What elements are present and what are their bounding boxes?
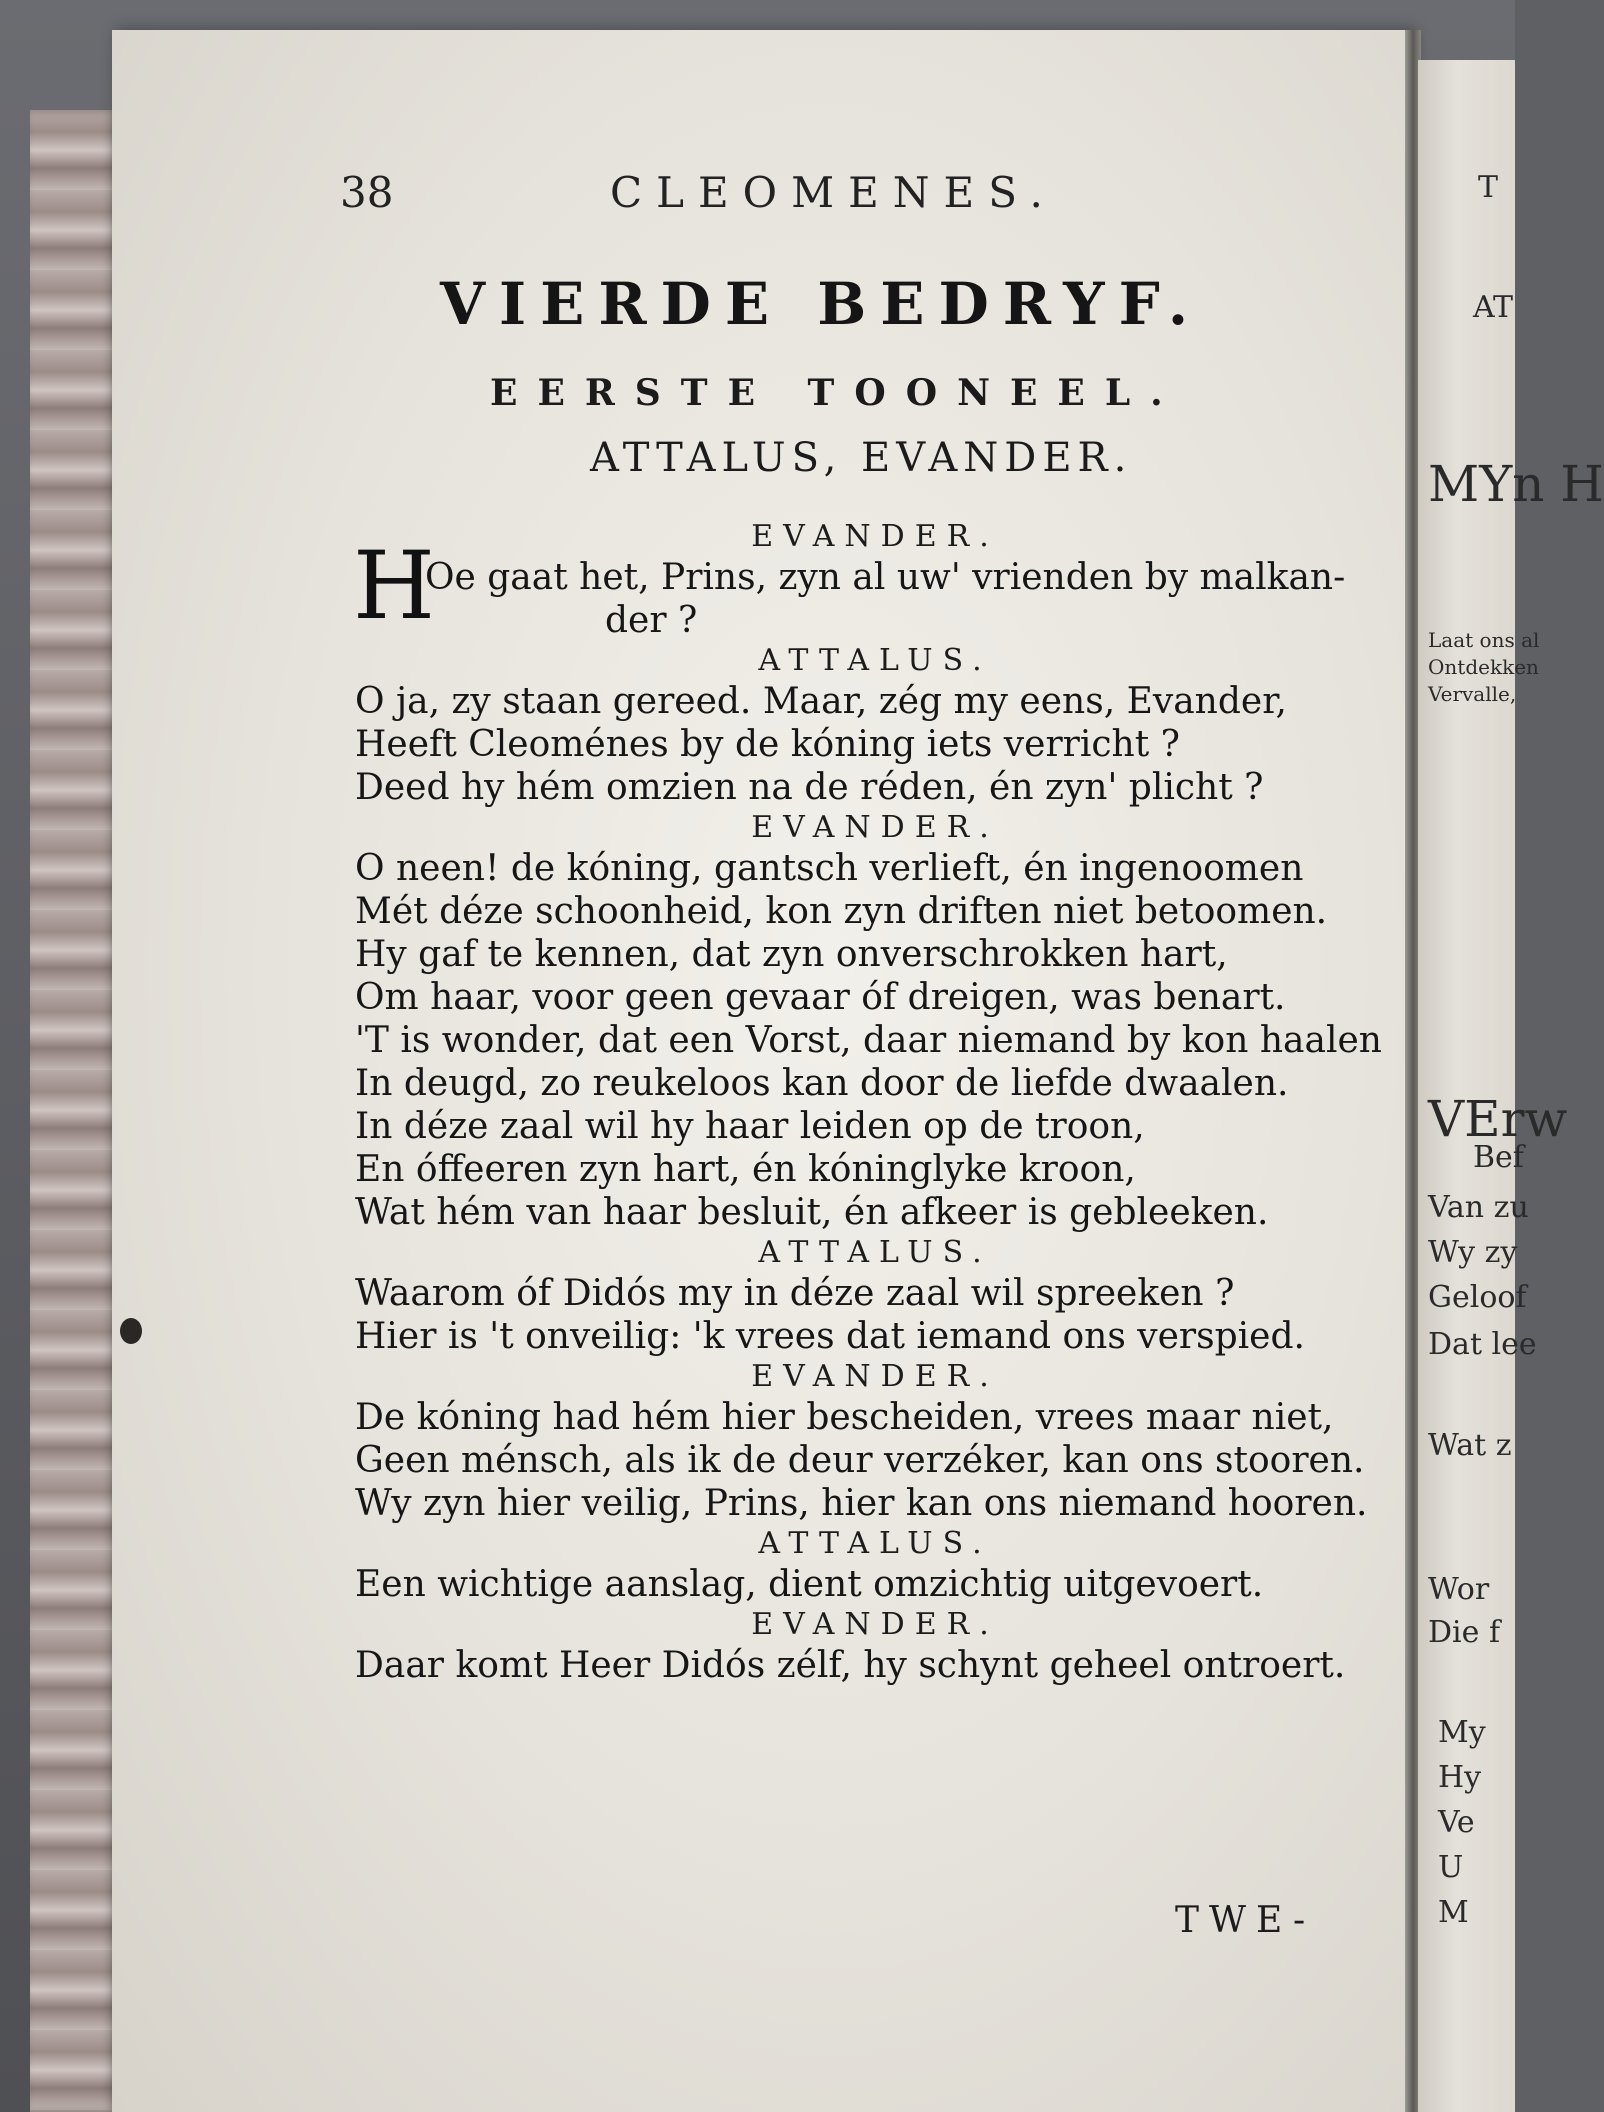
- drop-cap: H: [353, 532, 435, 641]
- verse-line: In déze zaal wil hy haar leiden op de troon,: [355, 1106, 1145, 1147]
- right-page-fragment: Laat ons al: [1428, 628, 1540, 652]
- verse-line: Een wichtige aanslag, dient omzichtig uitgevoert.: [355, 1564, 1264, 1605]
- right-page-fragment: Die f: [1428, 1615, 1501, 1650]
- verse-line: Waarom óf Didós my in déze zaal wil spreeken ?: [355, 1273, 1235, 1314]
- verse-line: En óffeeren zyn hart, én kóninglyke kroon,: [355, 1149, 1136, 1190]
- verse-line: Hy gaf te kennen, dat zyn onverschrokken hart,: [355, 934, 1228, 975]
- right-page-fragment: AT: [1473, 290, 1514, 325]
- verse-line: De kóning had hém hier bescheiden, vrees maar niet,: [355, 1397, 1334, 1438]
- right-page-fragment: Geloof: [1428, 1280, 1527, 1315]
- right-page: [1418, 60, 1604, 2112]
- right-page-fragment: Bef: [1473, 1140, 1524, 1175]
- running-title: CLEOMENES.: [610, 168, 1057, 217]
- right-page-fragment: Vervalle,: [1428, 682, 1517, 706]
- verse-line: Oe gaat het, Prins, zyn al uw' vrienden by malkan-: [425, 557, 1346, 598]
- right-page-fragment: Van zu: [1428, 1190, 1529, 1225]
- verse-line: Om haar, voor geen gevaar óf dreigen, was benart.: [355, 977, 1286, 1018]
- right-page-fragment: U: [1438, 1850, 1464, 1885]
- verse-line: O ja, zy staan gereed. Maar, zég my eens, Evander,: [355, 681, 1287, 722]
- verse-line: Heeft Cleoménes by de kóning iets verricht ?: [355, 724, 1180, 765]
- dialogue-text: [353, 518, 1382, 1687]
- verse-line: 'T is wonder, dat een Vorst, daar niemand by kon haalen: [355, 1020, 1382, 1061]
- right-page-fragment: Dat lee: [1428, 1327, 1537, 1362]
- right-page-fragment: M: [1438, 1895, 1469, 1930]
- verse-line: Mét déze schoonheid, kon zyn driften niet betoomen.: [355, 891, 1328, 932]
- right-page-fragment: Hy: [1438, 1760, 1482, 1795]
- scene-title: EERSTE TOONEEL.: [490, 372, 1183, 414]
- right-page-fragment: T: [1478, 170, 1499, 205]
- speaker-heading: EVANDER.: [751, 1359, 999, 1394]
- verse-line: Wy zyn hier veilig, Prins, hier kan ons niemand hooren.: [355, 1483, 1368, 1524]
- verse-line: Daar komt Heer Didós zélf, hy schynt geheel ontroert.: [355, 1645, 1346, 1686]
- verse-line: Hier is 't onveilig: 'k vrees dat iemand ons verspied.: [355, 1316, 1305, 1357]
- speaker-heading: EVANDER.: [751, 519, 999, 554]
- running-head: [0, 168, 1515, 228]
- act-title: VIERDE BEDRYF.: [440, 270, 1203, 338]
- verse-line: Wat hém van haar besluit, én afkeer is gebleeken.: [355, 1192, 1269, 1233]
- right-page-fragment: Ve: [1438, 1805, 1475, 1840]
- speaker-heading: EVANDER.: [751, 1607, 999, 1642]
- verse-line: der ?: [605, 600, 698, 641]
- verse-line: O neen! de kóning, gantsch verlieft, én ingenoomen: [355, 848, 1304, 889]
- right-page-fragment: VErw: [1428, 1090, 1568, 1148]
- speaker-heading: ATTALUS.: [758, 643, 992, 678]
- page-number: 38: [340, 168, 394, 217]
- right-page-fragment: Ontdekken: [1428, 655, 1539, 679]
- right-page-fragment: Wor: [1428, 1572, 1490, 1607]
- right-page-fragment: MYn H: [1428, 455, 1604, 513]
- catchword: TWE-: [1175, 1900, 1316, 1941]
- speaker-heading: ATTALUS.: [758, 1235, 992, 1270]
- verse-line: Deed hy hém omzien na de réden, én zyn' plicht ?: [355, 767, 1264, 808]
- ink-stain: [120, 1318, 142, 1344]
- verse-line: In deugd, zo reukeloos kan door de liefde dwaalen.: [355, 1063, 1289, 1104]
- book-spine: [30, 110, 120, 2112]
- speaker-heading: EVANDER.: [751, 810, 999, 845]
- verse-line: Geen ménsch, als ik de deur verzéker, kan ons stooren.: [355, 1440, 1365, 1481]
- speaker-heading: ATTALUS.: [758, 1526, 992, 1561]
- personae: ATTALUS, EVANDER.: [590, 435, 1133, 481]
- right-page-fragment: My: [1438, 1715, 1486, 1750]
- right-page-fragment: Wy zy: [1428, 1235, 1518, 1270]
- right-page-fragment: Wat z: [1428, 1428, 1512, 1463]
